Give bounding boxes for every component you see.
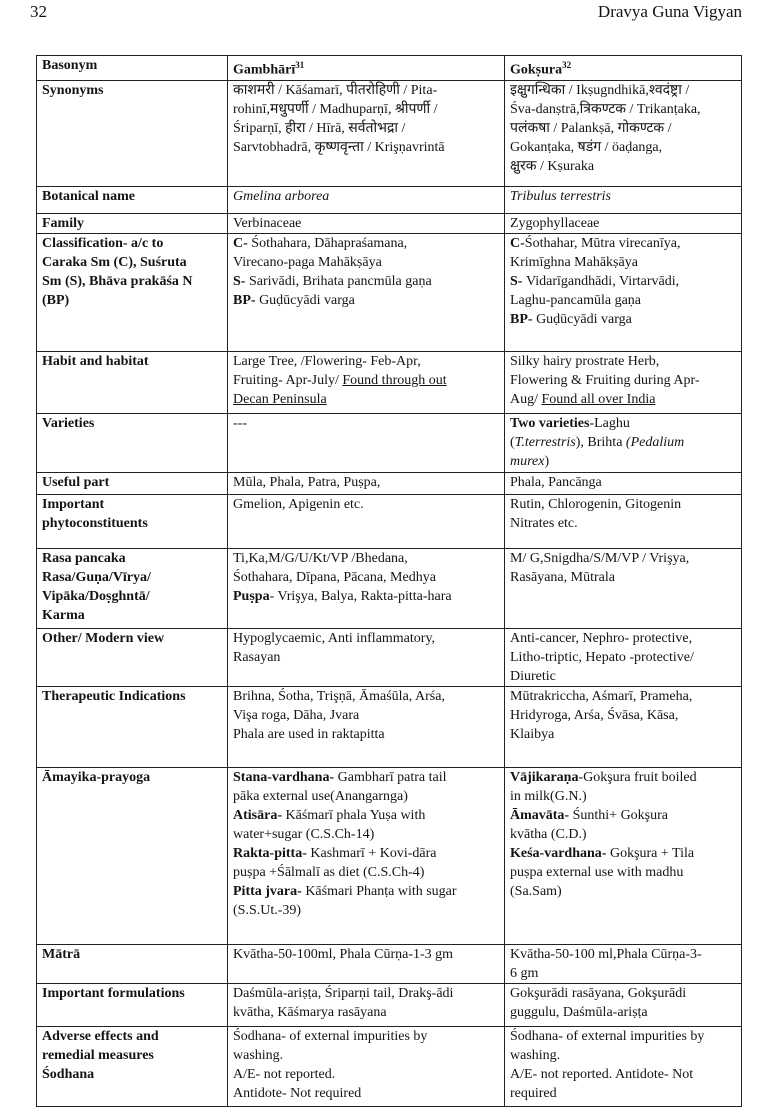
cell-line [233, 371, 499, 390]
cell-text: washing. [233, 1047, 284, 1063]
cell-line [233, 549, 499, 568]
cell-text: required [510, 1085, 557, 1101]
cell-line [233, 687, 499, 706]
cell-text: Śothahara, Dāhapraśamana, [251, 235, 408, 251]
cell-text: Nitrates etc. [510, 515, 578, 531]
table-row [37, 944, 742, 983]
cell-line [233, 568, 499, 587]
cell-text: Vidarīgandhādi, Virtarvādi, [525, 273, 680, 289]
cell-text: Ti,Ka,M/G/U/Kt/VP /Bhedana, [233, 550, 408, 566]
cell-line [510, 787, 736, 806]
cell-text: पलंकषा / Palankṣā, गोकण्टक / [510, 120, 672, 136]
cell-line [233, 272, 499, 291]
table-row [37, 213, 742, 233]
cell-text: Rutin, Chlorogenin, Gitogenin [510, 496, 682, 512]
cell-text: (Pedalium [625, 434, 685, 450]
cell-text: -Gokşura fruit boiled [578, 769, 697, 785]
cell-line [510, 81, 736, 100]
table-row [37, 351, 742, 413]
gambhari-cell [228, 80, 505, 186]
cell-text: Sarvtobhadrā, कृष्णवृन्ता / Krişṇavrintā [233, 139, 445, 155]
table-row [37, 548, 742, 628]
row-label-line: Useful part [42, 474, 110, 490]
cell-line [233, 806, 499, 825]
cell-line [510, 629, 736, 648]
cell-line [233, 253, 499, 272]
cell-line [510, 119, 736, 138]
row-label [37, 351, 228, 413]
cell-line [233, 390, 499, 409]
cell-text: T.terrestris [514, 434, 576, 450]
goksura-cell [505, 1026, 742, 1106]
row-label [37, 944, 228, 983]
row-label-line: Synonyms [42, 82, 104, 98]
cell-text: Śriparṇī, हीरा / Hīrā, सर्वतोभद्रा / [233, 120, 406, 136]
cell-text: Aug/ [510, 391, 542, 407]
table-row [37, 628, 742, 686]
cell-text: Mūtrakriccha, Aśmarī, Prameha, [510, 688, 693, 704]
gambhari-cell [228, 233, 505, 351]
cell-line [510, 234, 736, 253]
cell-line [233, 945, 499, 964]
gambhari-cell [228, 413, 505, 472]
gambhari-cell [228, 494, 505, 548]
cell-line [510, 187, 736, 206]
goksura-cell [505, 767, 742, 944]
cell-line [510, 1065, 736, 1084]
cell-line [510, 514, 736, 533]
gambhari-cell [228, 628, 505, 686]
cell-text: Zygophyllaceae [510, 215, 600, 231]
cell-line [233, 495, 499, 514]
row-label-line: Botanical name [42, 188, 135, 204]
cell-text: Antidote- Not required [233, 1085, 362, 1101]
cell-line [510, 352, 736, 371]
row-label [37, 494, 228, 548]
cell-text: puṣpa +Śālmalī as diet (C.S.Ch-4) [233, 864, 425, 880]
cell-line [233, 473, 499, 492]
cell-text: kvātha (C.D.) [510, 826, 587, 842]
cell-text: Hridyroga, Arśa, Śvāsa, Kāsa, [510, 707, 679, 723]
cell-line [510, 844, 736, 863]
cell-text: ( [510, 434, 515, 450]
cell-text: ) [544, 453, 550, 469]
cell-text: ), Brihta [575, 434, 626, 450]
cell-text: Daśmūla-ariṣṭa, Śriparṇi tail, Drakş-ādi [233, 985, 454, 1001]
gambhari-cell [228, 213, 505, 233]
cell-text: S- [510, 273, 526, 289]
row-label-line: Sm (S), Bhāva prakāśa N [42, 273, 193, 289]
cell-text: Keśa-vardhana- [510, 845, 610, 861]
cell-text: Mūla, Phala, Patra, Puṣpa, [233, 474, 381, 490]
cell-line [233, 787, 499, 806]
cell-text: guggulu, Daśmūla-ariṣṭa [510, 1004, 648, 1020]
cell-line [510, 452, 736, 471]
cell-line [233, 629, 499, 648]
goksura-cell [505, 494, 742, 548]
table-row [37, 413, 742, 472]
cell-text: in milk(G.N.) [510, 788, 587, 804]
table-row [37, 686, 742, 767]
cell-text: washing. [510, 1047, 561, 1063]
table-row [37, 983, 742, 1026]
cell-text: Kāśmarī phala Yuṣa with [285, 807, 426, 823]
gambhari-cell [228, 351, 505, 413]
gambhari-cell [228, 944, 505, 983]
cell-text: Atisāra- [233, 807, 286, 823]
table-row [37, 494, 742, 548]
cell-text: S- [233, 273, 249, 289]
cell-line [233, 138, 499, 157]
goksura-cell [505, 413, 742, 472]
cell-line [233, 648, 499, 667]
row-label [37, 767, 228, 944]
row-label [37, 186, 228, 213]
cell-text: Śodhana- of external impurities by [233, 1028, 428, 1044]
cell-text: Tribulus terrestris [510, 188, 612, 204]
cell-line [233, 587, 499, 606]
header-goksura [505, 56, 742, 81]
row-label [37, 472, 228, 494]
cell-text: Phala, Pancānga [510, 474, 602, 490]
cell-line [510, 1027, 736, 1046]
goksura-cell [505, 186, 742, 213]
cell-line [233, 1003, 499, 1022]
cell-text: kvātha, Kāśmarya rasāyana [233, 1004, 387, 1020]
cell-line [233, 414, 499, 433]
cell-line [233, 901, 499, 920]
cell-text: Klaibya [510, 726, 555, 742]
cell-line [233, 863, 499, 882]
cell-text: BP- [233, 292, 260, 308]
cell-text: Gokşura + Tila [609, 845, 695, 861]
cell-text: Litho-triptic, Hepato -protective/ [510, 649, 694, 665]
cell-line [510, 414, 736, 433]
row-label-line: Habit and habitat [42, 353, 149, 369]
cell-text: (S.S.Ut.-39) [233, 902, 302, 918]
row-label [37, 548, 228, 628]
cell-text: Found through out [342, 372, 447, 388]
cell-line [233, 81, 499, 100]
cell-line [233, 1027, 499, 1046]
cell-line [510, 945, 736, 964]
header-gambhari-ref: 31 [295, 60, 305, 70]
cell-text: Śva-danṣtrā,त्रिकण्टक / Trikanṭaka, [510, 101, 701, 117]
table-row [37, 767, 742, 944]
cell-line [233, 291, 499, 310]
row-label [37, 686, 228, 767]
table-row [37, 80, 742, 186]
row-label-line: Therapeutic Indications [42, 688, 186, 704]
row-label-line: Rasa/Guṇa/Vīrya/ [42, 569, 151, 585]
header-basonym: Basonym [37, 56, 228, 81]
goksura-cell [505, 472, 742, 494]
cell-line [510, 806, 736, 825]
row-label [37, 628, 228, 686]
cell-line [233, 1046, 499, 1065]
cell-line [510, 1084, 736, 1103]
gambhari-cell [228, 548, 505, 628]
cell-text: Decan Peninsula [233, 391, 327, 407]
cell-text: Śodhana- of external impurities by [510, 1028, 705, 1044]
cell-text: Brihna, Śotha, Trişṇā, Āmaśūla, Arśa, [233, 688, 445, 704]
cell-text: Śothahara, Dīpana, Pācana, Medhya [233, 569, 436, 585]
cell-text: क्षुरक / Kṣuraka [510, 158, 595, 174]
goksura-cell [505, 944, 742, 983]
cell-line [510, 253, 736, 272]
cell-text: Two varieties [510, 415, 590, 431]
cell-line [510, 371, 736, 390]
row-label-line: (BP) [42, 292, 70, 308]
cell-text: - Vrişya, Balya, Rakta-pitta-hara [269, 588, 452, 604]
header-goksura-ref: 32 [562, 60, 572, 70]
cell-text: Found all over India [541, 391, 656, 407]
row-label [37, 80, 228, 186]
cell-line [510, 1046, 736, 1065]
cell-text: Kvātha-50-100ml, Phala Cūrṇa-1-3 gm [233, 946, 454, 962]
cell-line [233, 825, 499, 844]
cell-line [510, 473, 736, 492]
cell-line [233, 706, 499, 725]
row-label-line: Vipāka/Doṣghntā/ [42, 588, 150, 604]
cell-text: Rakta-pitta- [233, 845, 311, 861]
cell-text: Vişa roga, Dāha, Jvara [233, 707, 360, 723]
gambhari-cell [228, 686, 505, 767]
cell-text: Vājikaraṇa [510, 769, 579, 785]
book-title: Dravya Guna Vigyan [597, 2, 742, 21]
cell-line [510, 272, 736, 291]
cell-line [233, 844, 499, 863]
cell-text: काशमरी / Kāśamarī, पीतरोहिणी / Pita- [233, 82, 438, 98]
row-label-line: Mātrā [42, 946, 81, 962]
cell-text: Gokşurādi rasāyana, Gokşurādi [510, 985, 687, 1001]
row-label [37, 1026, 228, 1106]
cell-line [510, 768, 736, 787]
table-row [37, 186, 742, 213]
cell-line [510, 390, 736, 409]
cell-text: Kāśmari Phanṭa with sugar [305, 883, 457, 899]
comparison-table [36, 55, 742, 1107]
cell-text: Rasayan [233, 649, 281, 665]
cell-line [233, 119, 499, 138]
table-header-row [37, 56, 742, 81]
cell-line [510, 667, 736, 686]
cell-text: murex [510, 453, 545, 469]
cell-line [233, 882, 499, 901]
cell-text: Gokanṭaka, षडंग / öaḍanga, [510, 139, 663, 155]
header-gambhari [228, 56, 505, 81]
cell-text: Krimīghna Mahākṣāya [510, 254, 638, 270]
cell-line [510, 433, 736, 452]
cell-text: Gmelina arborea [233, 188, 330, 204]
cell-text: Laghu-pancamūla gaṇa [510, 292, 641, 308]
cell-line [233, 984, 499, 1003]
header-goksura-label: Gokṣura [510, 62, 563, 78]
cell-text: Puṣpa [233, 588, 270, 604]
cell-line [510, 549, 736, 568]
row-label-line: Important formulations [42, 985, 185, 1001]
goksura-cell [505, 351, 742, 413]
cell-text: (Sa.Sam) [510, 883, 562, 899]
cell-text: -Laghu [589, 415, 630, 431]
cell-text: Virecano-paga Mahākṣāya [233, 254, 382, 270]
cell-text: Fruiting- Apr-July/ [233, 372, 343, 388]
row-label-line: Karma [42, 607, 85, 623]
cell-line [510, 984, 736, 1003]
cell-line [510, 964, 736, 983]
row-label-line: remedial measures [42, 1047, 154, 1063]
row-label-line: Family [42, 215, 84, 231]
cell-text: Verbinaceae [233, 215, 302, 231]
cell-text: Śunthi+ Gokşura [572, 807, 669, 823]
cell-text: Large Tree, /Flowering- Feb-Apr, [233, 353, 421, 369]
cell-line [233, 1084, 499, 1103]
cell-line [233, 100, 499, 119]
cell-text: Āmavāta- [510, 807, 573, 823]
row-label-line: Rasa pancaka [42, 550, 126, 566]
row-label-line: Other/ Modern view [42, 630, 165, 646]
cell-text: --- [233, 415, 247, 431]
goksura-cell [505, 686, 742, 767]
cell-text: Pitta jvara- [233, 883, 306, 899]
cell-text: rohinī,मधुपर्णी / Madhuparṇī, श्रीपर्णी / [233, 101, 438, 117]
row-label-line: Caraka Sm (C), Suśruta [42, 254, 187, 270]
cell-text: Kashmarī + Kovi-dāra [310, 845, 437, 861]
gambhari-cell [228, 767, 505, 944]
cell-text: BP- [510, 311, 537, 327]
cell-text: 6 gm [510, 965, 539, 981]
cell-line [233, 725, 499, 744]
goksura-cell [505, 213, 742, 233]
goksura-cell [505, 233, 742, 351]
table-row [37, 472, 742, 494]
cell-line [233, 234, 499, 253]
cell-line [510, 291, 736, 310]
row-label-line: Adverse effects and [42, 1028, 159, 1044]
cell-text: Stana-vardhana- [233, 769, 338, 785]
cell-text: Śothahar, Mūtra virecanīya, [524, 235, 681, 251]
row-label-line: Varieties [42, 415, 95, 431]
row-label [37, 213, 228, 233]
cell-line [510, 214, 736, 233]
row-label [37, 233, 228, 351]
cell-line [510, 138, 736, 157]
gambhari-cell [228, 1026, 505, 1106]
cell-text: pāka external use(Anangarnga) [233, 788, 408, 804]
cell-line [510, 882, 736, 901]
cell-line [510, 863, 736, 882]
cell-text: M/ G,Snigdha/S/M/VP / Vrişya, [510, 550, 690, 566]
goksura-cell [505, 983, 742, 1026]
cell-line [233, 187, 499, 206]
goksura-cell [505, 628, 742, 686]
cell-text: Gambharī patra tail [337, 769, 447, 785]
cell-text: इक्षुगन्धिका / Ikṣugndhikā,श्वदंष्ट्रा / [510, 82, 690, 98]
cell-line [233, 352, 499, 371]
cell-line [510, 157, 736, 176]
page-number: 32 [30, 2, 47, 21]
table-row [37, 233, 742, 351]
row-label [37, 983, 228, 1026]
goksura-cell [505, 548, 742, 628]
cell-text: C- [233, 235, 252, 251]
gambhari-cell [228, 472, 505, 494]
cell-line [510, 825, 736, 844]
cell-text: A/E- not reported. Antidote- Not [510, 1066, 694, 1082]
header-gambhari-label: Gambhārī [233, 62, 296, 78]
cell-line [510, 648, 736, 667]
table-row [37, 1026, 742, 1106]
cell-line [510, 687, 736, 706]
cell-line [510, 1003, 736, 1022]
cell-line [510, 495, 736, 514]
cell-text: puṣpa external use with madhu [510, 864, 684, 880]
cell-text: Anti-cancer, Nephro- protective, [510, 630, 693, 646]
row-label-line: phytoconstituents [42, 515, 148, 531]
gambhari-cell [228, 186, 505, 213]
cell-text: Flowering & Fruiting during Apr- [510, 372, 700, 388]
cell-text: Guḍūcyādi varga [259, 292, 355, 308]
cell-text: Silky hairy prostrate Herb, [510, 353, 660, 369]
cell-text: Gmelion, Apigenin etc. [233, 496, 364, 512]
row-label-line: Important [42, 496, 105, 512]
row-label-line: Śodhana [42, 1066, 95, 1082]
gambhari-cell [228, 983, 505, 1026]
cell-line [233, 214, 499, 233]
cell-line [233, 1065, 499, 1084]
cell-line [510, 100, 736, 119]
cell-text: Phala are used in raktapitta [233, 726, 385, 742]
row-label-line: Classification- a/c to [42, 235, 164, 251]
goksura-cell [505, 80, 742, 186]
cell-text: water+sugar (C.S.Ch-14) [233, 826, 375, 842]
row-label [37, 413, 228, 472]
cell-text: A/E- not reported. [233, 1066, 336, 1082]
cell-text: C- [510, 235, 525, 251]
cell-line [510, 706, 736, 725]
row-label-line: Āmayika-prayoga [42, 769, 151, 785]
cell-text: Sarivādi, Brihata pancmūla gaṇa [248, 273, 432, 289]
cell-line [510, 310, 736, 329]
cell-text: Rasāyana, Mūtrala [510, 569, 615, 585]
cell-text: Guḍūcyādi varga [536, 311, 632, 327]
cell-line [510, 725, 736, 744]
cell-text: Kvātha-50-100 ml,Phala Cūrṇa-3- [510, 946, 702, 962]
cell-text: Diuretic [510, 668, 556, 684]
cell-line [510, 568, 736, 587]
cell-line [233, 768, 499, 787]
cell-text: Hypoglycaemic, Anti inflammatory, [233, 630, 436, 646]
